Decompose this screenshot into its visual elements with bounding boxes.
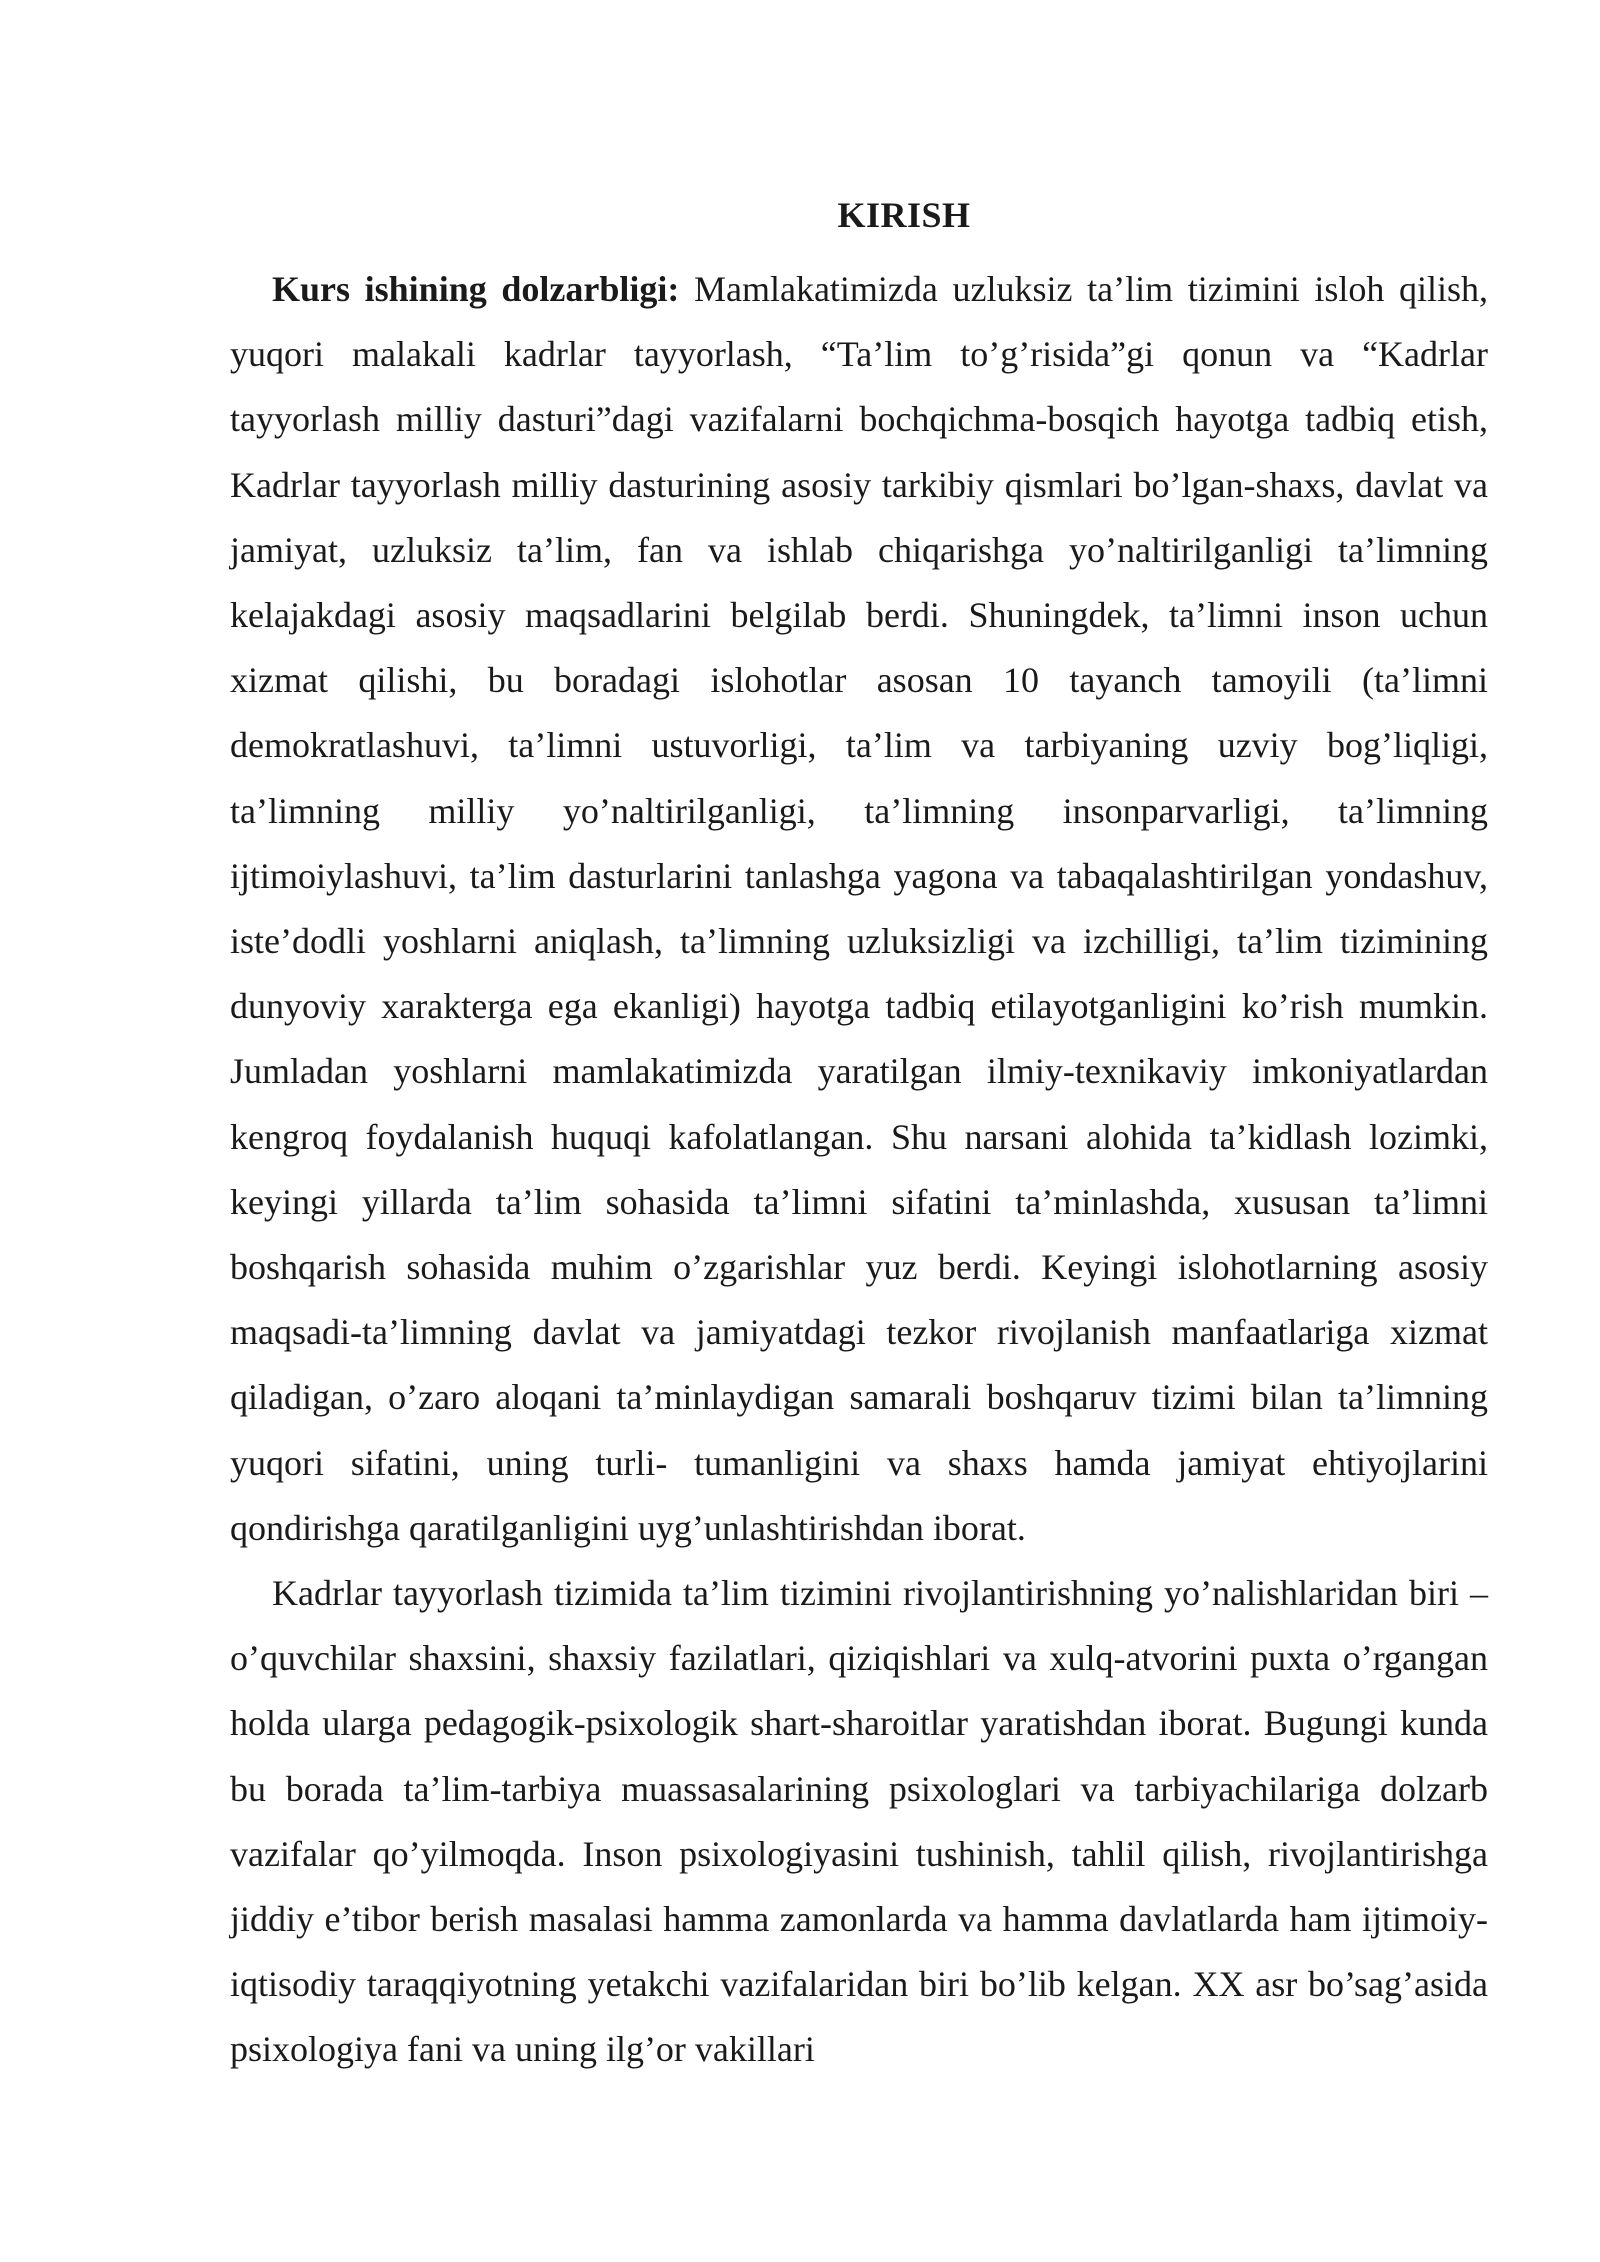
paragraph-text: Mamlakatimizda uzluksiz ta’lim tizimini isloh qilish, yuqori malakali kadrlar tayyorlash, “Ta’lim to’g’risida”gi qonun va “Kadrlar tayyorlash milliy dasturi”dagi vazifalarni bochqichma-bosqich hayotga tadbiq etish, Kadrlar tayyorlash milliy dasturining asosiy tarkibiy qismlari bo’lgan-shaxs, davlat va jamiyat, uzluksiz ta’lim, fan va ishlab chiqarishga yo’naltirilganligi ta’limning kelajakdagi asosiy maqsadlarini belgilab berdi. Shuningdek, ta’limni inson uchun xizmat qilishi, bu boradagi islohotlar asosan 10 tayanch tamoyili (ta’limni demokratlashuvi, ta’limni ustuvorligi, ta’lim va tarbiyaning uzviy bog’liqligi, ta’limning milliy yo’naltirilganligi, ta’limning insonparvarligi, ta’limning ijtimoiylashuvi, ta’lim dasturlarini tanlashga yagona va tabaqalashtirilgan yondashuv, iste’dodli yoshlarni aniqlash, ta’limning uzluksizligi va izchilligi, ta’lim tizimining dunyoviy xarakterga ega ekanligi) hayotga tadbiq etilayotganligini ko’rish mumkin. Jumladan yoshlarni mamlakatimizda yaratilgan ilmiy-texnikaviy imkoniyatlardan kengroq foydalanish huquqi kafolatlangan. Shu narsani alohida ta’kidlash lozimki, keyingi yillarda ta’lim sohasida ta’limni sifatini ta’minlashda, xususan ta’limni boshqarish sohasida muhim o’zgarishlar yuz berdi. Keyingi islohotlarning asosiy maqsadi-ta’limning davlat va jamiyatdagi tezkor rivojlanish manfaatlariga xizmat qiladigan, o’zaro aloqani ta’minlaydigan samarali boshqaruv tizimi bilan ta’limning yuqori sifatini, uning turli- tumanligini va shaxs hamda jamiyat ehtiyojlarini qondirishga qaratilganligini uyg’unlashtirishdan iborat. [230,269,1488,1548]
document-page [230,185,1488,2083]
paragraph-training-system [230,1561,1488,2083]
paragraph-lead: Kurs ishining dolzarbligi: [272,269,680,309]
paragraph-relevance [230,257,1488,1561]
paragraph-text: Kadrlar tayyorlash tizimida ta’lim tizimini rivojlantirishning yo’nalishlaridan biri – o’quvchilar shaxsini, shaxsiy fazilatlari, qiziqishlari va xulq-atvorini puxta o’rgangan holda ularga pedagogik-psixologik shart-sharoitlar yaratishdan iborat. Bugungi kunda bu borada ta’lim-tarbiya muassasalarining psixologlari va tarbiyachilariga dolzarb vazifalar qo’yilmoqda. Inson psixologiyasini tushinish, tahlil qilish, rivojlantirishga jiddiy e’tibor berish masalasi hamma zamonlarda va hamma davlatlarda ham ijtimoiy-iqtisodiy taraqqiyotning yetakchi vazifalaridan biri bo’lib kelgan. XX asr bo’sag’asida psixologiya fani va uning ilg’or vakillari [230,1573,1488,2070]
page-heading: KIRISH [837,195,971,235]
